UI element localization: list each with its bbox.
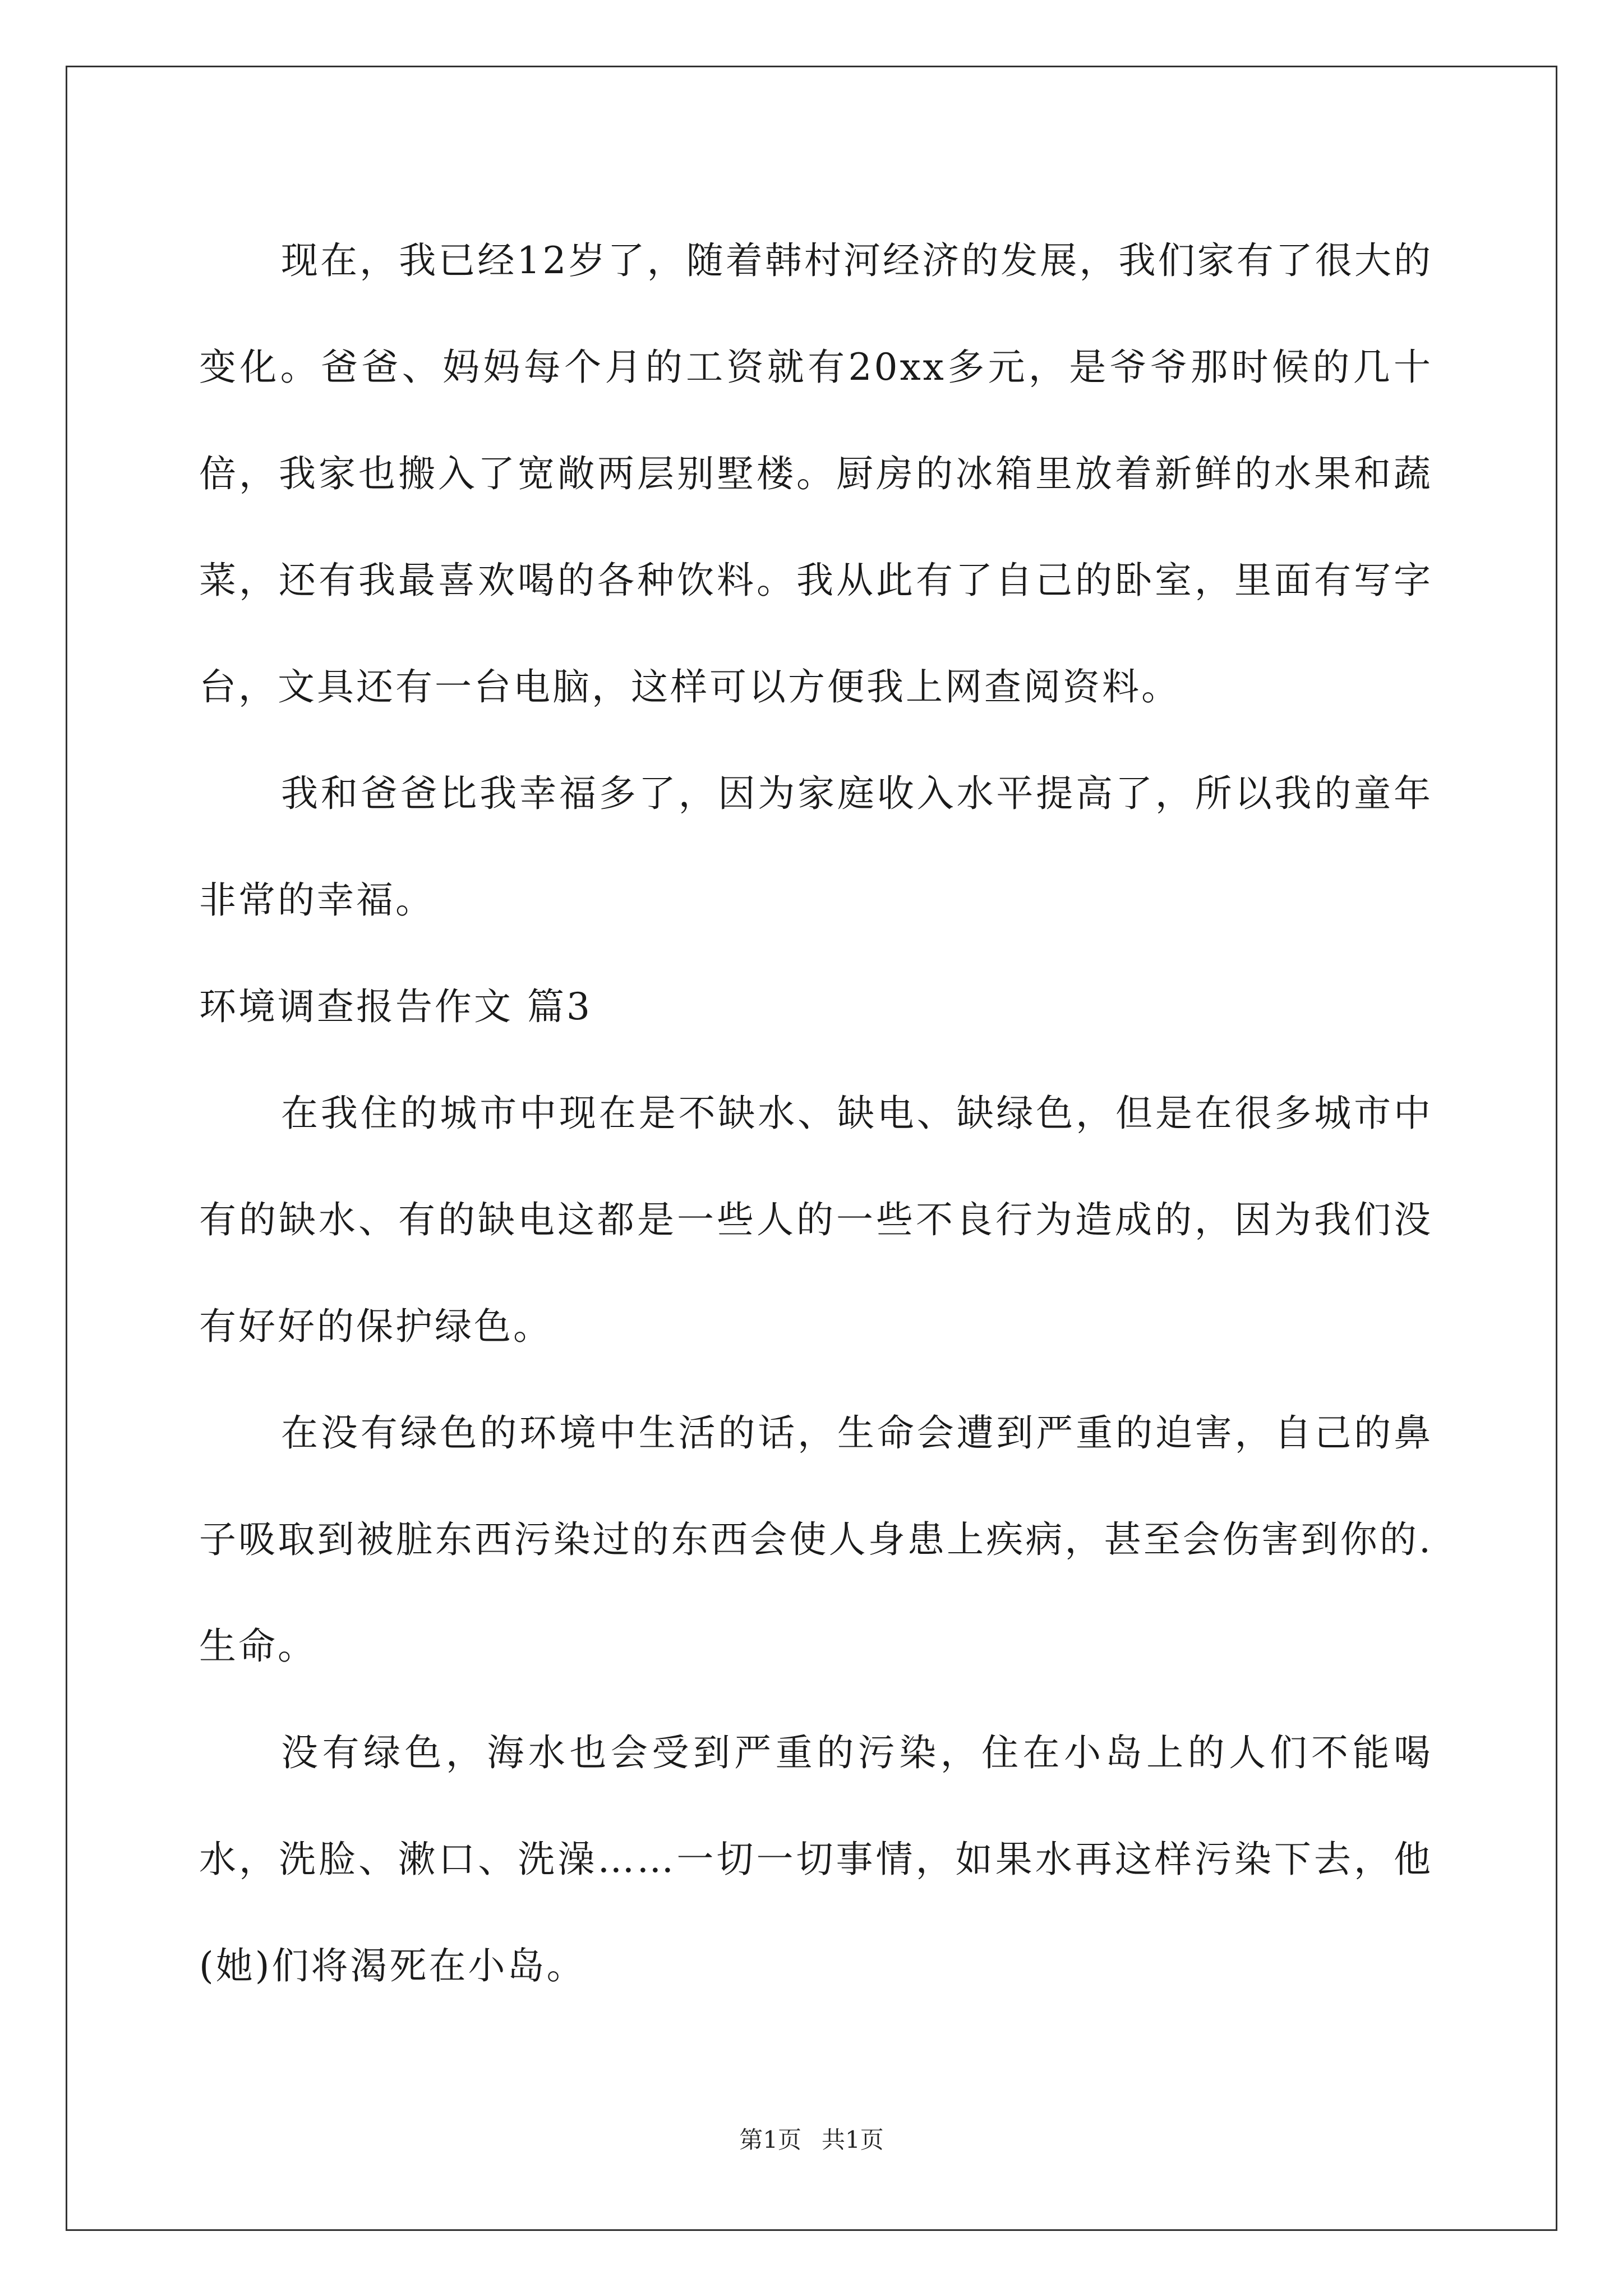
paragraph: 我和爸爸比我幸福多了，因为家庭收入水平提高了，所以我的童年非常的幸福。 bbox=[199, 772, 1433, 922]
page-total: 共1页 bbox=[822, 2126, 884, 2154]
paragraph: 没有绿色，海水也会受到严重的污染，住在小岛上的人们不能喝水，洗脸、漱口、洗澡……一切一切事情，如果水再这样污染下去，他(她)们将渴死在小岛。 bbox=[199, 1731, 1433, 1987]
document-body bbox=[199, 208, 1433, 2019]
page-number: 第1页 bbox=[739, 2126, 801, 2154]
section-heading: 环境调查报告作文 篇3 bbox=[199, 985, 592, 1028]
page-footer bbox=[0, 2123, 1623, 2157]
paragraph: 在我住的城市中现在是不缺水、缺电、缺绿色，但是在很多城市中有的缺水、有的缺电这都是一些人的一些不良行为造成的，因为我们没有好好的保护绿色。 bbox=[199, 1092, 1433, 1348]
paragraph: 在没有绿色的环境中生活的话，生命会遭到严重的迫害，自己的鼻子吸取到被脏东西污染过的东西会使人身患上疾病，甚至会伤害到你的.生命。 bbox=[199, 1411, 1433, 1668]
paragraph: 现在，我已经12岁了，随着韩村河经济的发展，我们家有了很大的变化。爸爸、妈妈每个月的工资就有20xx多元，是爷爷那时候的几十倍，我家也搬入了宽敞两层别墅楼。厨房的冰箱里放着新鲜的水果和蔬菜，还有我最喜欢喝的各种饮料。我从此有了自己的卧室，里面有写字台，文具还有一台电脑，这样可以方便我上网查阅资料。 bbox=[199, 239, 1433, 708]
